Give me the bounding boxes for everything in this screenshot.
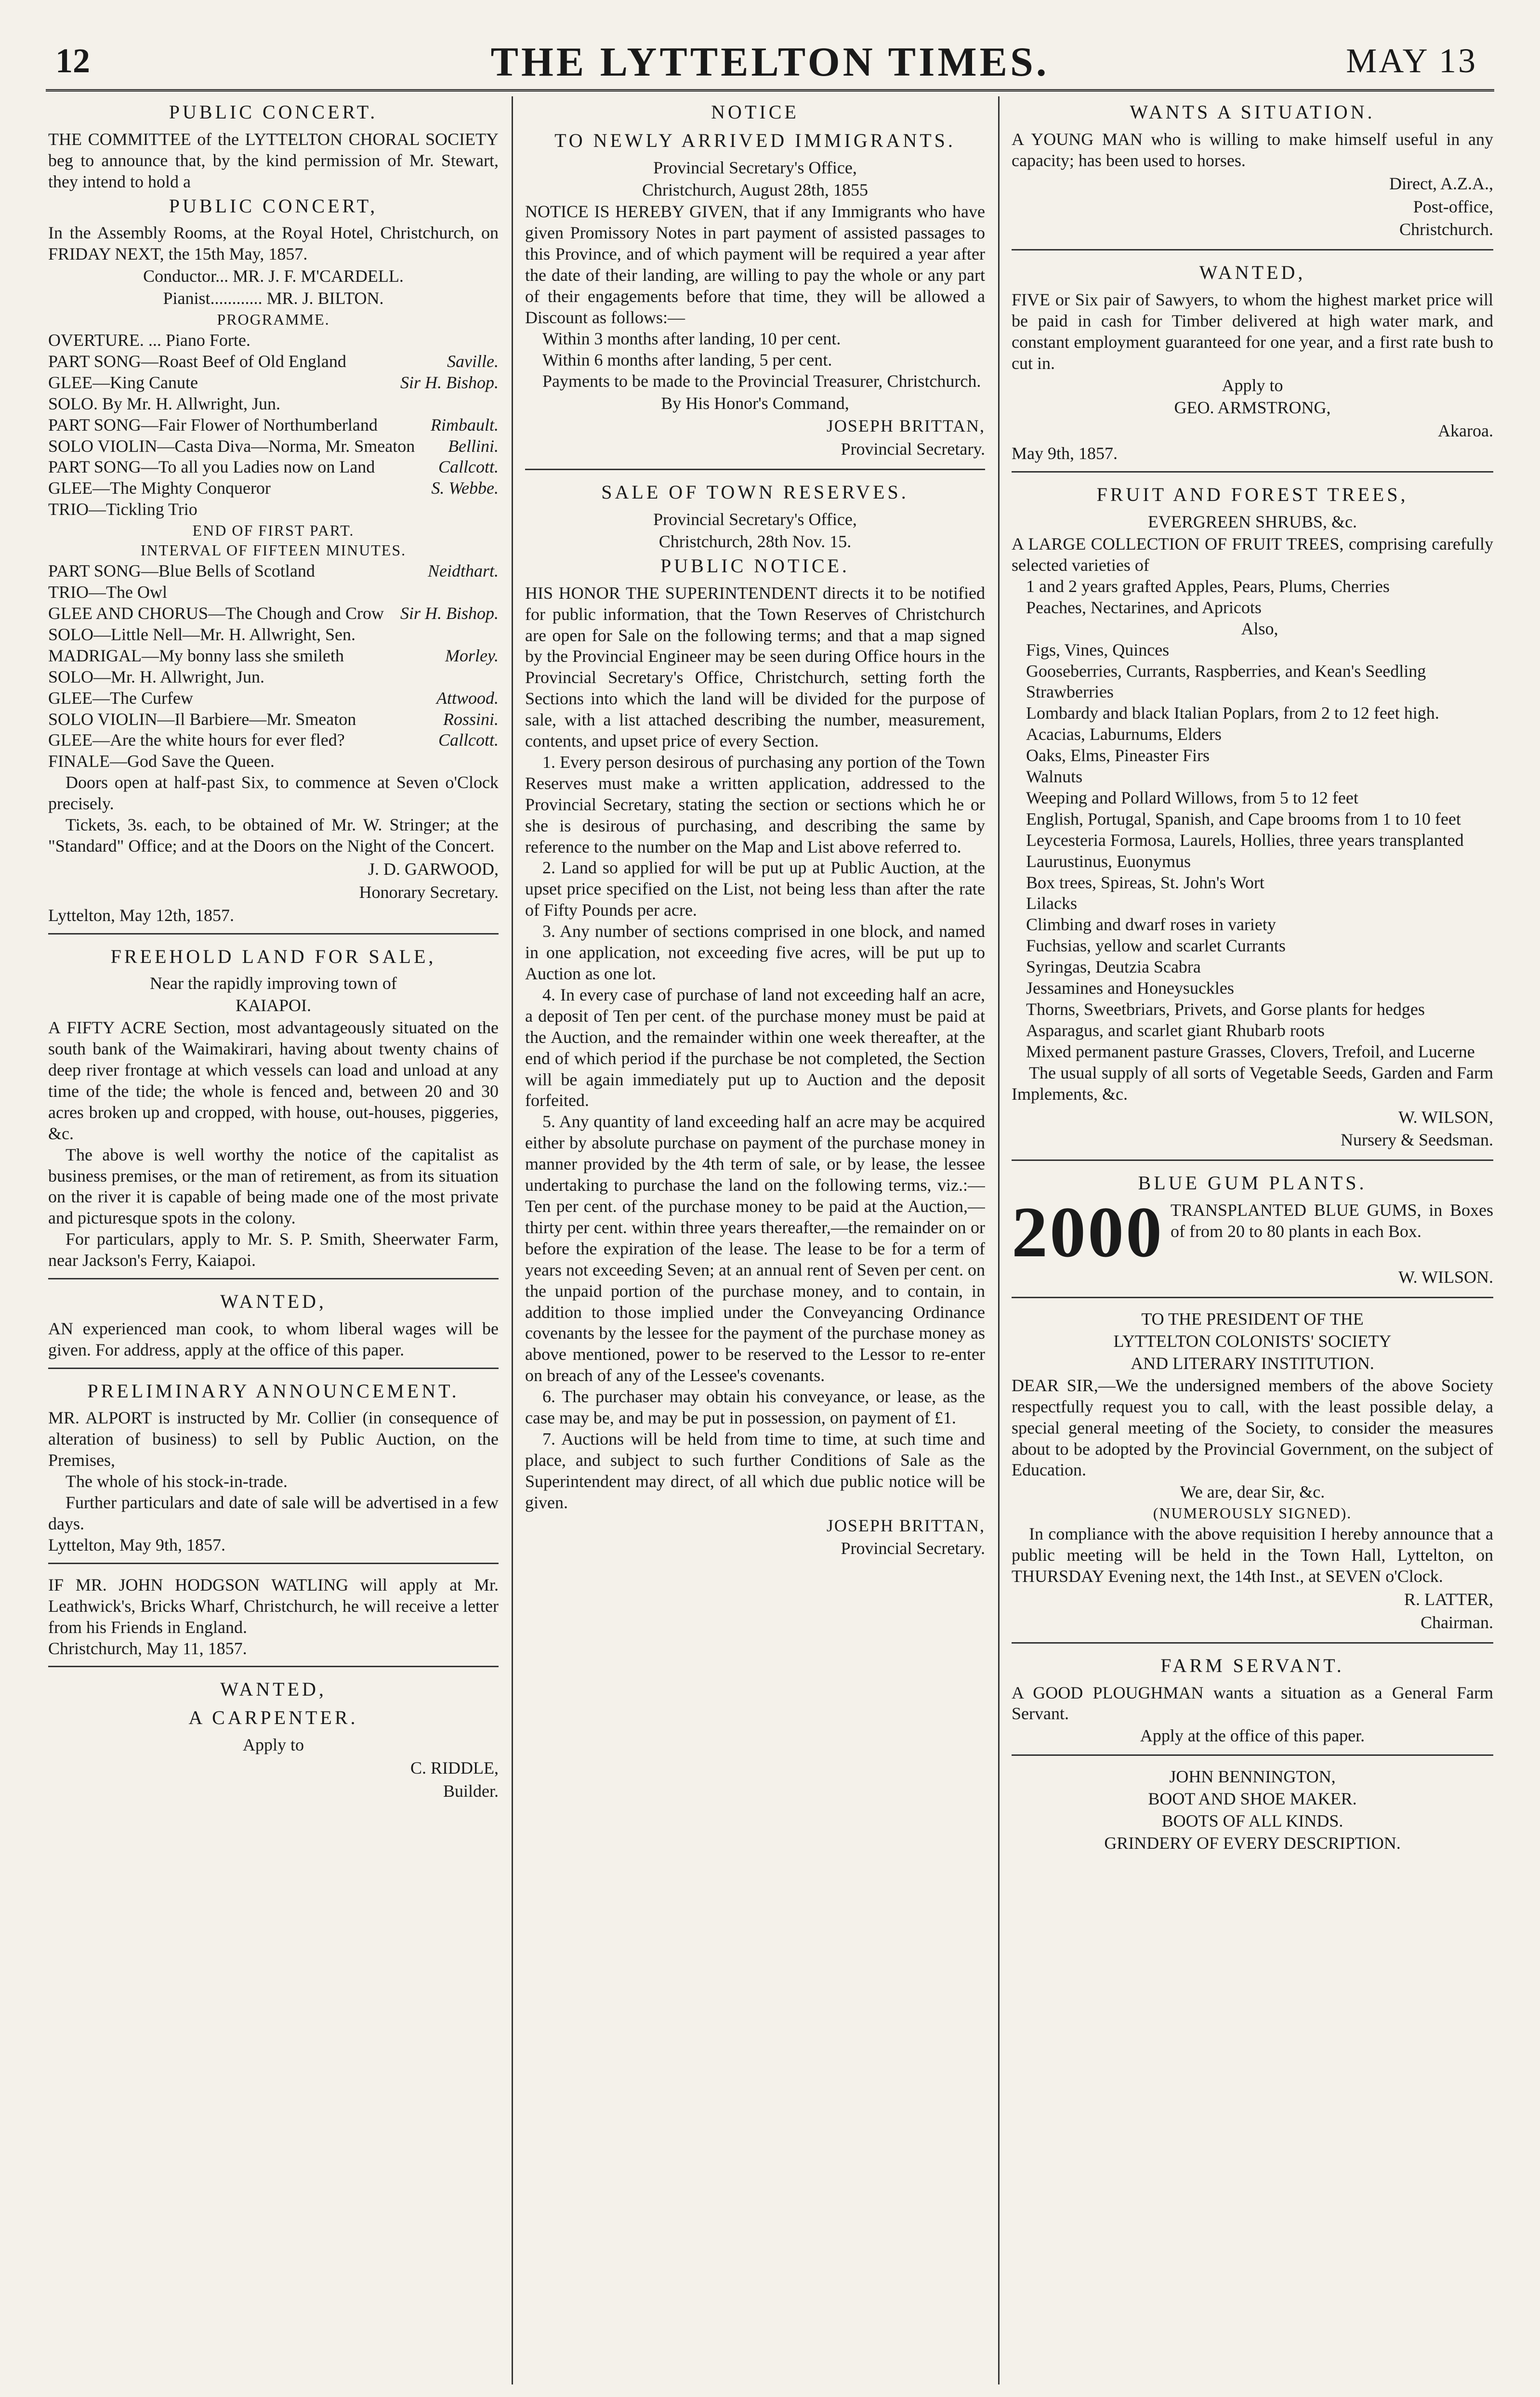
list-item: Fuchsias, yellow and scarlet Currants [1026, 936, 1286, 956]
ad-subheading: PUBLIC NOTICE. [660, 554, 850, 577]
town-reserves-notice [525, 481, 985, 1568]
ad-heading: FARM SERVANT. [1160, 1654, 1344, 1676]
signer-title: Nursery & Seedsman. [1341, 1130, 1493, 1150]
issue-date: MAY 13 [1346, 41, 1477, 80]
farm-servant-ad [1012, 1654, 1493, 1756]
list-item: Oaks, Elms, Pineaster Firs [1026, 746, 1210, 765]
ad-body: Doors open at half-past Six, to commence at Seven o'Clock precisely. [48, 773, 499, 814]
programme-label: PROGRAMME. [217, 310, 330, 328]
freehold-ad [48, 945, 499, 1279]
signer: GEO. ARMSTRONG, [1174, 397, 1331, 417]
reserve-clause: 5. Any quantity of land exceeding half an acre may be acquired either by absolute purchase on payment of the purchase money in manner provided by the 4th term of sale, or by lease, the lessee undertaking to purchase the land on the following terms, viz.:—Ten per cent. of the purchase money to be paid at the Auction,—thirty per cent. within three years thereafter,—the remainder on or before the expiration of the lease. The lease to be for a term of years not exceeding Seven; at an annual rent of Seven per cent. on the unpaid portion of the purchase money, and to contain, in addition to those implied under the Conveyancing Ordinance covenants by the lessee for the payment of the purchase money as above mentioned, power to be reserved to the Lessor to re-enter on breach of any of the Lessee's covenants. [525, 1112, 985, 1385]
ad-body: DEAR SIR,—We the undersigned members of the above Society respectfully request you to call, with the least possible delay, a special general meeting of the Society, to consider the measures about to be adopted by the Provincial Government, on the subject of Education. [1012, 1375, 1493, 1480]
list-item: Gooseberries, Currants, Raspberries, and Kean's Seedling Strawberries [1026, 661, 1426, 702]
signer: W. WILSON. [1398, 1267, 1493, 1287]
watling-ad [48, 1575, 499, 1668]
ad-heading: AND LITERARY INSTITUTION. [1131, 1353, 1374, 1373]
list-item: Mixed permanent pasture Grasses, Clovers, Trefoil, and Lucerne [1026, 1041, 1475, 1061]
ad-heading: SALE OF TOWN RESERVES. [601, 481, 909, 503]
masthead-rule [46, 89, 1494, 92]
ad-heading: JOHN BENNINGTON, [1169, 1767, 1336, 1787]
ad-subheading: KAIAPOI. [236, 996, 311, 1015]
programme-item: OVERTURE. ... Piano Forte. [48, 330, 250, 350]
signer: W. WILSON, [1398, 1107, 1493, 1127]
place-line: Akaroa. [1438, 421, 1493, 440]
ad-subheading: EVERGREEN SHRUBS, &c. [1147, 512, 1357, 532]
programme-item: SOLO. By Mr. H. Allwright, Jun. [48, 394, 281, 413]
fruit-trees-ad [1012, 483, 1493, 1161]
ad-body: A FIFTY ACRE Section, most advantageously situated on the south bank of the Waimakirari, having about twenty chains of deep river frontage at which vessels can load and unload at any time of the tide; the whole is fenced and, between 20 and 30 acres broken up and cropped, with house, out-houses, piggeries, &c. [48, 1018, 499, 1143]
column-divider [998, 96, 1000, 2384]
apply-line: Apply to [242, 1735, 304, 1755]
programme-item: PART SONG—To all you Ladies now on Land Callcott. [48, 457, 499, 477]
ad-body: A LARGE COLLECTION OF FRUIT TREES, comprising carefully selected varieties of [1012, 534, 1493, 575]
reserve-clause: 2. Land so applied for will be put up at Public Auction, at the upset price specified on the List, not being less than after the rate of Fifty Pounds per acre. [525, 858, 985, 920]
ad-date: Christchurch, 28th Nov. 15. [658, 531, 852, 551]
programme-item: MADRIGAL—My bonny lass she smileth Morley. [48, 645, 499, 665]
ad-date: May 9th, 1857. [1012, 444, 1118, 463]
address-line: Christchurch. [1399, 220, 1493, 239]
ad-date: Lyttelton, May 9th, 1857. [48, 1535, 225, 1554]
signer-title: Provincial Secretary. [841, 439, 985, 459]
blue-gum-ad [1012, 1172, 1493, 1298]
programme-item: GLEE—King Canute Sir H. Bishop. [48, 372, 499, 392]
programme-item: GLEE—The Curfew Attwood. [48, 688, 499, 708]
direct-line: Direct, A.Z.A., [1389, 173, 1493, 193]
ad-heading: NOTICE [711, 101, 799, 123]
ad-body: Within 6 months after landing, 5 per cent. [542, 350, 832, 369]
address-line: Post-office, [1413, 197, 1493, 216]
programme-item: GLEE—The Mighty Conqueror S. Webbe. [48, 478, 499, 498]
quantity-number: 2000 [1012, 1192, 1164, 1273]
institution-ad [1012, 1309, 1493, 1644]
ad-heading: FREEHOLD LAND FOR SALE, [110, 945, 436, 967]
ad-body: For particulars, apply to Mr. S. P. Smith, Sheerwater Farm, near Jackson's Ferry, Kaiapoi. [48, 1229, 499, 1270]
signer-title: Honorary Secretary. [359, 882, 499, 902]
programme-item: PART SONG—Blue Bells of Scotland Neidthart. [48, 561, 499, 581]
programme-item: SOLO—Mr. H. Allwright, Jun. [48, 667, 265, 686]
list-item: Laurustinus, Euonymus [1026, 851, 1191, 871]
ad-body: In compliance with the above requisition I hereby announce that a public meeting will be held in the Town Hall, Lyttelton, on THURSDAY Evening next, the 14th Inst., at SEVEN o'Clock. [1012, 1524, 1493, 1586]
list-item: Climbing and dwarf roses in variety [1026, 915, 1276, 935]
list-item: Asparagus, and scarlet giant Rhubarb roots [1026, 1020, 1325, 1040]
situation-ad [1012, 101, 1493, 250]
column-divider [512, 96, 513, 2384]
reserve-clause: 6. The purchaser may obtain his conveyance, or lease, as the case may be, and may be put in possession, on payment of £1. [525, 1387, 985, 1428]
list-item: Peaches, Nectarines, and Apricots [1026, 597, 1262, 617]
newspaper-title: THE LYTTELTON TIMES. [490, 39, 1050, 85]
programme-item: TRIO—Tickling Trio [48, 500, 197, 519]
ad-heading: WANTED, [1199, 262, 1306, 284]
signer: JOSEPH BRITTAN, [826, 416, 985, 436]
pianist: Pianist............ MR. J. BILTON. [163, 289, 384, 308]
command-line: By His Honor's Command, [661, 393, 849, 413]
office-line: Provincial Secretary's Office, [653, 158, 857, 177]
list-item: Lombardy and black Italian Poplars, from 2 to 12 feet high. [1026, 703, 1439, 723]
list-item: Weeping and Pollard Willows, from 5 to 12 feet [1026, 788, 1358, 807]
ad-body: NOTICE IS HEREBY GIVEN, that if any Immigrants who have given Promissory Notes in part payment of assisted passages to this Province, and of which payment will be required a year after the date of their landing, are willing to pay the whole or any part of their engagements before that time, they will be allowed a Discount as follows:— [525, 202, 985, 327]
ad-heading: LYTTELTON COLONISTS' SOCIETY [1113, 1331, 1392, 1351]
ad-body: Payments to be made to the Provincial Treasurer, Christchurch. [542, 371, 981, 391]
ad-body: TRANSPLANTED BLUE GUMS, in Boxes of from 20 to 80 plants in each Box. [1171, 1200, 1493, 1241]
ad-date: Lyttelton, May 12th, 1857. [48, 905, 234, 925]
carpenter-ad [48, 1678, 499, 1810]
ad-body: A YOUNG MAN who is willing to make himself useful in any capacity; has been used to horses. [1012, 129, 1493, 170]
list-item: 1 and 2 years grafted Apples, Pears, Plums, Cherries [1026, 576, 1390, 596]
end-first-part: END OF FIRST PART. [192, 522, 355, 540]
wanted-cook-ad [48, 1290, 499, 1369]
ad-date: Christchurch, August 28th, 1855 [642, 180, 868, 199]
programme-part-1 [48, 330, 499, 520]
tree-list [1012, 576, 1493, 1063]
list-item: Acacias, Laburnums, Elders [1026, 724, 1222, 744]
programme-item: SOLO—Little Nell—Mr. H. Allwright, Sen. [48, 624, 355, 644]
list-item: Syringas, Deutzia Scabra [1026, 957, 1201, 977]
ad-heading: WANTED, [220, 1291, 327, 1313]
signer-title: Provincial Secretary. [841, 1539, 985, 1558]
programme-item: TRIO—The Owl [48, 582, 167, 602]
signer: J. D. GARWOOD, [368, 859, 499, 879]
ad-date: Christchurch, May 11, 1857. [48, 1638, 247, 1658]
closing-line: We are, dear Sir, &c. [1180, 1482, 1325, 1502]
ad-heading: WANTED, [220, 1678, 327, 1700]
apply-line: Apply at the office of this paper. [1140, 1726, 1365, 1746]
column-2 [525, 99, 985, 2382]
programme-item: PART SONG—Roast Beef of Old England Saville. [48, 351, 499, 371]
masthead [0, 0, 1540, 89]
list-item: Leycesteria Formosa, Laurels, Hollies, three years transplanted [1026, 830, 1464, 850]
reserve-clause: 3. Any number of sections comprised in one block, and named in one application, not exceeding five acres, will be put up to Auction as one lot. [525, 922, 985, 983]
ad-body: IF MR. JOHN HODGSON WATLING will apply at Mr. Leathwick's, Bricks Wharf, Christchurch, he will receive a letter from his Friends in England. [48, 1575, 499, 1637]
ad-subheading: PUBLIC CONCERT, [169, 195, 378, 217]
list-item: Lilacks [1026, 894, 1077, 913]
interval: INTERVAL OF FIFTEEN MINUTES. [140, 541, 407, 559]
ad-body: The whole of his stock-in-trade. [66, 1472, 288, 1491]
reserve-clause: 4. In every case of purchase of land not exceeding half an acre, a deposit of Ten per cent. of the purchase money must be paid at the Auction, and the remainder within one week thereafter, at the end of which period if the purchase be not completed, the Section will be again immediately put up to Auction and the deposit forfeited. [525, 985, 985, 1110]
signer: R. LATTER, [1404, 1589, 1493, 1609]
list-item: Figs, Vines, Quinces [1026, 640, 1170, 659]
signer-title: Builder. [443, 1781, 499, 1801]
preliminary-ad [48, 1380, 499, 1564]
programme-item: SOLO VIOLIN—Casta Diva—Norma, Mr. Smeaton Bellini. [48, 436, 499, 456]
list-item: Thorns, Sweetbriars, Privets, and Gorse plants for hedges [1026, 1000, 1425, 1019]
list-item: Also, [1241, 619, 1278, 638]
office-line: Provincial Secretary's Office, [653, 510, 857, 529]
programme-item: SOLO VIOLIN—Il Barbiere—Mr. Smeaton Rossini. [48, 709, 499, 729]
ad-body: A GOOD PLOUGHMAN wants a situation as a General Farm Servant. [1012, 1683, 1493, 1724]
apply-line: Apply to [1222, 375, 1283, 395]
ad-heading: TO THE PRESIDENT OF THE [1141, 1309, 1364, 1329]
ad-subheading: A CARPENTER. [188, 1707, 358, 1729]
ad-body: MR. ALPORT is instructed by Mr. Collier (in consequence of alteration of business) to sell by Public Auction, on the Premises, [48, 1408, 499, 1470]
sawyers-ad [1012, 261, 1493, 473]
ad-body: FIVE or Six pair of Sawyers, to whom the highest market price will be paid in cash for Timber delivered at high water mark, and constant employment guaranteed for one year, and a first rate bush to cut in. [1012, 290, 1493, 373]
programme-item: FINALE—God Save the Queen. [48, 751, 275, 771]
list-item: Box trees, Spireas, St. John's Wort [1026, 872, 1264, 892]
reserve-clause: 7. Auctions will be held from time to time, at such time and place, and subject to such further Conditions of Sale as the Superintendent may direct, of all which due public notice will be given. [525, 1429, 985, 1512]
ad-heading: BLUE GUM PLANTS. [1138, 1172, 1367, 1194]
immigrants-notice [525, 101, 985, 470]
list-item: Jessamines and Honeysuckles [1026, 978, 1234, 998]
ad-body: In the Assembly Rooms, at the Royal Hotel, Christchurch, on FRIDAY NEXT, the 15th May, 1857. [48, 223, 499, 264]
signed-line: (NUMEROUSLY SIGNED). [1153, 1504, 1352, 1522]
programme-part-2 [48, 561, 499, 772]
ad-body: HIS HONOR THE SUPERINTENDENT directs it to be notified for public information, that the Town Reserves of Christchurch are open for Sale on the following terms; and that a map signed by the Provincial Engineer may be seen during Office hours in the Provincial Secretary's Office, Christchurch, setting forth the Sections into which the land will be divided for the purpose of sale, with a list attached describing the number, measurement, contents, and upset price of every Section. [525, 583, 985, 751]
ad-body: Tickets, 3s. each, to be obtained of Mr. W. Stringer; at the "Standard" Office; and at the Doors on the Night of the Concert. [48, 815, 499, 856]
concert-ad [48, 101, 499, 935]
bennington-ad [1012, 1766, 1493, 1862]
ad-heading: FRUIT AND FOREST TREES, [1096, 484, 1408, 506]
column-3 [1012, 99, 1493, 2382]
ad-body: GRINDERY OF EVERY DESCRIPTION. [1104, 1833, 1401, 1853]
page-number: 12 [55, 41, 90, 80]
ad-body: BOOTS OF ALL KINDS. [1161, 1811, 1343, 1831]
ad-subheading: TO NEWLY ARRIVED IMMIGRANTS. [554, 129, 956, 151]
ad-body: Within 3 months after landing, 10 per cent. [542, 329, 841, 348]
programme-item: GLEE AND CHORUS—The Chough and Crow Sir H. Bishop. [48, 604, 499, 623]
programme-item: GLEE—Are the white hours for ever fled? Callcott. [48, 730, 499, 750]
ad-heading: PUBLIC CONCERT. [169, 101, 378, 123]
signer-title: Chairman. [1421, 1612, 1493, 1632]
ad-subheading: BOOT AND SHOE MAKER. [1148, 1789, 1357, 1809]
ad-body: The usual supply of all sorts of Vegetable Seeds, Garden and Farm Implements, &c. [1012, 1063, 1493, 1104]
reserve-clause: 1. Every person desirous of purchasing any portion of the Town Reserves must make a written application, addressed to the Provincial Secretary, stating the section or sections which he or she is desirous of purchasing, and describing the same by reference to the number on the Map and List above referred to. [525, 752, 985, 856]
ad-heading: PRELIMINARY ANNOUNCEMENT. [87, 1380, 460, 1402]
ad-heading: WANTS A SITUATION. [1130, 101, 1375, 123]
ad-body: The above is well worthy the notice of the capitalist as business premises, or the man of retirement, as from its situation on the river it is capable of being made one of the most private and picturesque spots in the colony. [48, 1145, 499, 1228]
conductor: Conductor... MR. J. F. M'CARDELL. [143, 266, 404, 286]
ad-body: Further particulars and date of sale will be advertised in a few days. [48, 1493, 499, 1534]
signer: JOSEPH BRITTAN, [826, 1515, 985, 1535]
ad-subheading: Near the rapidly improving town of [150, 974, 397, 993]
column-1 [48, 99, 499, 2382]
ad-body: AN experienced man cook, to whom liberal wages will be given. For address, apply at the office of this paper. [48, 1318, 499, 1359]
signer: C. RIDDLE, [410, 1758, 499, 1778]
ad-body: THE COMMITTEE of the LYTTELTON CHORAL SOCIETY beg to announce that, by the kind permission of Mr. Stewart, they intend to hold a [48, 129, 499, 191]
list-item: English, Portugal, Spanish, and Cape brooms from 1 to 10 feet [1026, 809, 1461, 829]
programme-item: PART SONG—Fair Flower of Northumberland Rimbault. [48, 415, 499, 435]
list-item: Walnuts [1026, 767, 1083, 787]
